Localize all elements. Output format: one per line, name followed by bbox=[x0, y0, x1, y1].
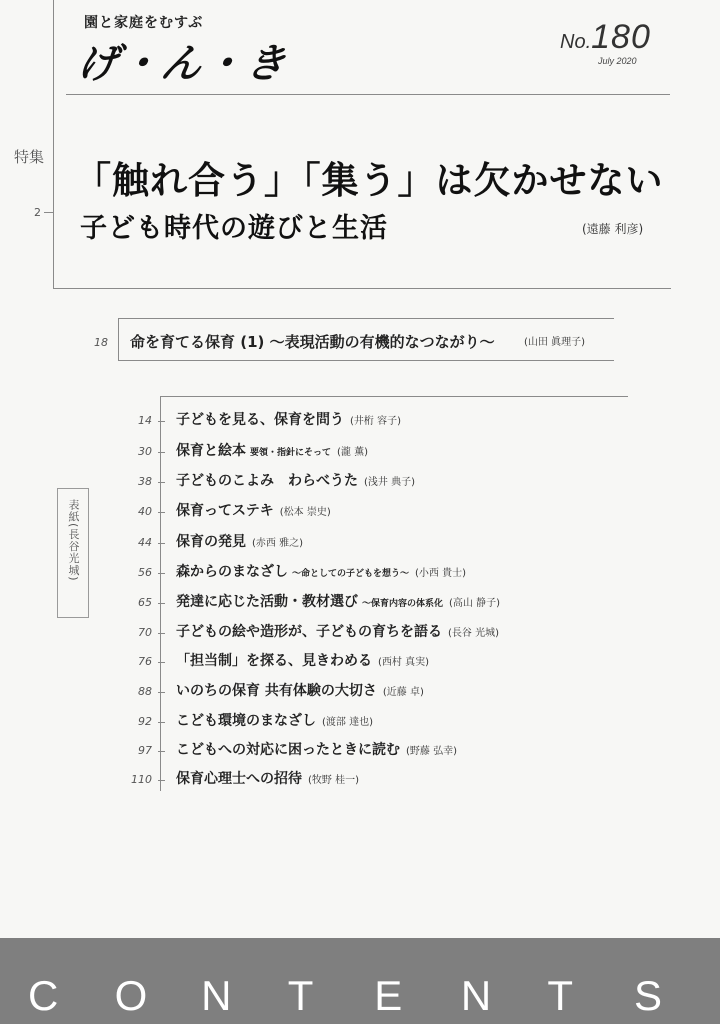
toc-tick bbox=[158, 482, 165, 483]
toc-page-number: 56 bbox=[138, 566, 152, 579]
toc-author: (小西 貴士) bbox=[415, 568, 466, 579]
magazine-logo: げ・ん・き bbox=[74, 41, 291, 87]
magazine-tagline: 園と家庭をむすぶ bbox=[84, 15, 204, 31]
serial-top-rule bbox=[118, 318, 614, 319]
cover-credit-box bbox=[57, 488, 89, 618]
toc-page-number: 110 bbox=[131, 773, 152, 786]
toc-tick bbox=[158, 780, 165, 781]
contents-letter: N bbox=[201, 972, 232, 1019]
feature-subtitle: 子ども時代の遊びと生活 bbox=[80, 213, 388, 244]
toc-entry[interactable] bbox=[124, 680, 604, 706]
toc-page-number: 14 bbox=[138, 414, 152, 427]
contents-letter: E bbox=[374, 972, 403, 1019]
toc-title: 森からのまなざし bbox=[176, 564, 288, 580]
issue-prefix: No. bbox=[560, 31, 592, 53]
toc-page-number: 65 bbox=[138, 596, 152, 609]
feature-left-rule bbox=[53, 0, 54, 288]
feature-author: (遠藤 利彦) bbox=[582, 222, 644, 236]
toc-author: (赤西 雅之) bbox=[252, 538, 303, 549]
serial-author: (山田 眞理子) bbox=[524, 337, 585, 348]
cover-credit: 表紙(長谷光城) bbox=[67, 499, 80, 582]
toc-title: 子どものこよみ わらべうた bbox=[176, 473, 358, 489]
serial-page-number: 18 bbox=[94, 336, 108, 349]
toc-entry[interactable] bbox=[124, 440, 604, 466]
toc-page-number: 44 bbox=[138, 536, 152, 549]
toc-author: (西村 真実) bbox=[378, 657, 429, 668]
contents-band bbox=[0, 938, 720, 1024]
toc-tick bbox=[158, 662, 165, 663]
toc-entry[interactable] bbox=[124, 650, 604, 676]
toc-author: (近藤 卓) bbox=[382, 687, 424, 698]
toc-entry[interactable] bbox=[124, 621, 604, 647]
toc-tick bbox=[158, 751, 165, 752]
contents-letter: T bbox=[547, 972, 574, 1019]
toc-title: 保育心理士への招待 bbox=[176, 771, 302, 787]
toc-entry[interactable] bbox=[124, 531, 604, 557]
issue-number bbox=[560, 18, 651, 57]
toc-entry[interactable] bbox=[124, 470, 604, 496]
contents-heading bbox=[0, 972, 720, 1020]
toc-title: いのちの保育 共有体験の大切さ bbox=[176, 683, 377, 699]
toc-tick bbox=[158, 421, 165, 422]
toc-title: 保育ってステキ bbox=[176, 503, 274, 519]
toc-tick bbox=[158, 603, 165, 604]
toc-tick bbox=[158, 722, 165, 723]
toc-tick bbox=[158, 512, 165, 513]
toc-author: (松本 崇史) bbox=[279, 507, 331, 518]
toc-author: (長谷 光城) bbox=[448, 628, 499, 639]
contents-letter: O bbox=[114, 972, 148, 1019]
feature-page-tick bbox=[44, 212, 53, 213]
toc-author: (瀧 薫) bbox=[337, 447, 368, 458]
feature-label: 特集 bbox=[14, 148, 45, 166]
feature-page-number: 2 bbox=[34, 206, 41, 219]
toc-author: (渡部 達也) bbox=[322, 717, 373, 728]
serial-bottom-rule bbox=[118, 360, 614, 361]
toc-tick bbox=[158, 573, 165, 574]
toc-note: ～保育内容の体系化 bbox=[362, 599, 444, 609]
toc-page-number: 70 bbox=[138, 626, 152, 639]
toc-author: (野藤 弘幸) bbox=[406, 746, 457, 757]
toc-entry[interactable] bbox=[124, 710, 604, 736]
contents-letter: N bbox=[460, 972, 492, 1019]
contents-letter: T bbox=[287, 972, 314, 1019]
toc-title: こどもへの対応に困ったときに読む bbox=[176, 742, 400, 758]
toc-title: 「担当制」を探る、見きわめる bbox=[176, 653, 372, 669]
contents-letter: S bbox=[633, 972, 662, 1019]
serial-title: 命を育てる保育 (1) ～表現活動の有機的なつながり～ bbox=[130, 333, 495, 351]
issue-date: July 2020 bbox=[598, 56, 637, 66]
toc-tick bbox=[158, 633, 165, 634]
toc-entry[interactable] bbox=[124, 591, 604, 617]
toc-page-number: 40 bbox=[138, 505, 152, 518]
serial-left-rule bbox=[118, 318, 119, 360]
toc-tick bbox=[158, 692, 165, 693]
toc-page-number: 76 bbox=[138, 655, 152, 668]
toc-page-number: 97 bbox=[138, 744, 152, 757]
issue-number-value: 180 bbox=[591, 18, 651, 56]
masthead-divider bbox=[66, 94, 670, 95]
toc-note: ～命としての子どもを想う～ bbox=[292, 569, 410, 579]
toc-title: 発達に応じた活動・教材選び bbox=[176, 594, 358, 610]
toc-title: こども環境のまなざし bbox=[176, 713, 316, 729]
toc-author: (牧野 桂一) bbox=[308, 775, 359, 786]
toc-title: 子どもの絵や造形が、子どもの育ちを語る bbox=[176, 624, 442, 640]
toc-tick bbox=[158, 452, 165, 453]
toc-page-number: 88 bbox=[138, 685, 152, 698]
toc-entry[interactable] bbox=[124, 561, 604, 587]
toc-page-number: 30 bbox=[138, 445, 152, 458]
toc-note: 要領・指針にそって bbox=[250, 448, 332, 458]
feature-bottom-rule bbox=[53, 288, 671, 289]
contents-letter: C bbox=[28, 972, 59, 1019]
toc-page-number: 38 bbox=[138, 475, 152, 488]
feature-title: 「触れ合う」「集う」は欠かせない bbox=[74, 158, 664, 202]
toc-top-rule bbox=[160, 396, 628, 397]
toc-author: (井桁 容子) bbox=[350, 416, 401, 427]
toc-entry[interactable] bbox=[124, 768, 604, 794]
toc-title: 保育と絵本 bbox=[176, 443, 246, 459]
toc-title: 子どもを見る、保育を問う bbox=[176, 412, 344, 428]
toc-entry[interactable] bbox=[124, 500, 604, 526]
toc-author: (高山 静子) bbox=[449, 598, 500, 609]
toc-entry[interactable] bbox=[124, 739, 604, 765]
toc-author: (浅井 典子) bbox=[364, 477, 415, 488]
toc-entry[interactable] bbox=[124, 409, 604, 435]
toc-page-number: 92 bbox=[138, 715, 152, 728]
toc-tick bbox=[158, 543, 165, 544]
toc-title: 保育の発見 bbox=[176, 534, 246, 550]
